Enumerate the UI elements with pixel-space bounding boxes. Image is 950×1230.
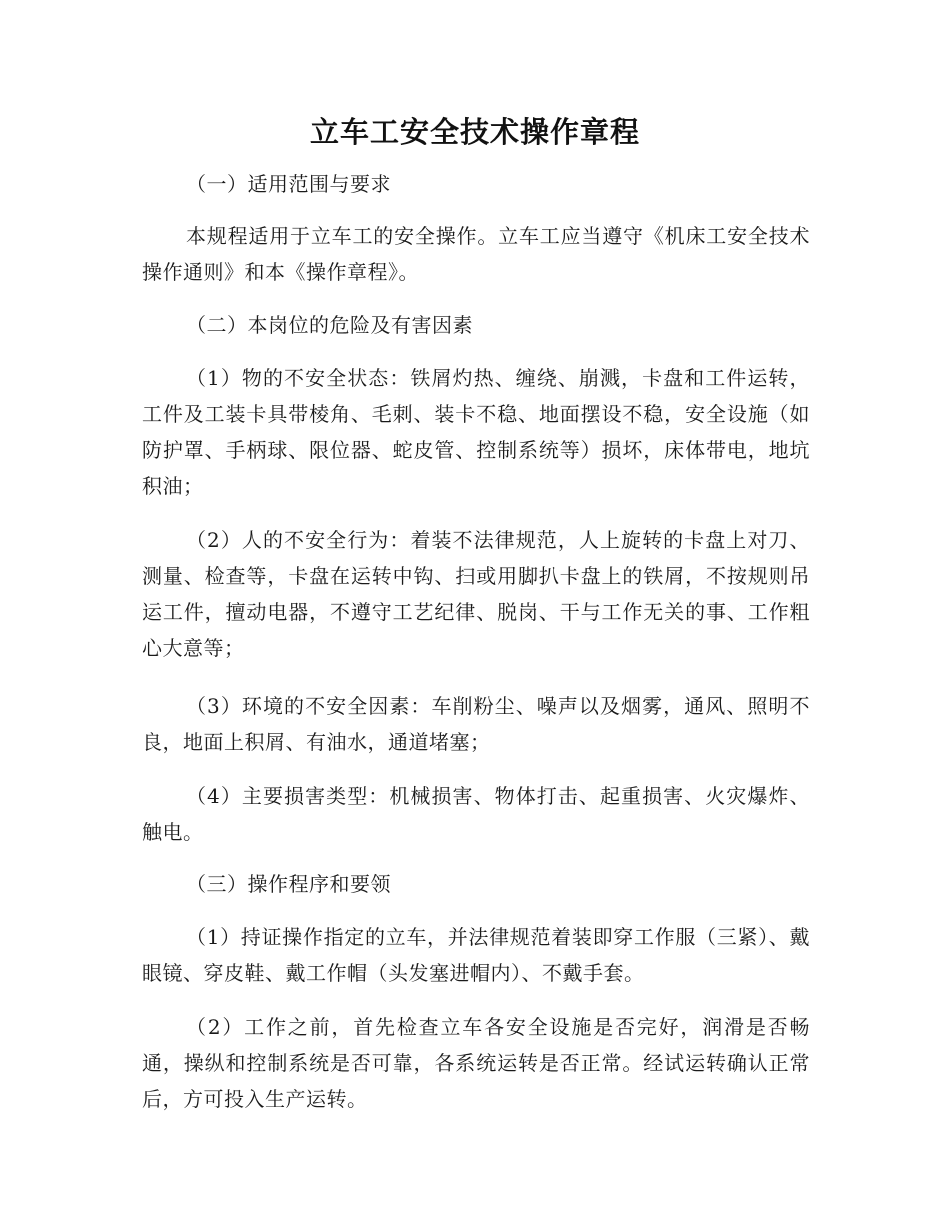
section-heading-procedure: （三）操作程序和要领 bbox=[186, 872, 391, 896]
paragraph-procedure-2: （2）工作之前，首先检查立车各安全设施是否完好，润滑是否畅通，操纵和控制系统是否可靠，各系统运转是否正常。经试运转确认正常后，方可投入生产运转。 bbox=[142, 1015, 810, 1111]
paragraph-unsafe-state: （1）物的不安全状态：铁屑灼热、缠绕、崩溅，卡盘和工件运转，工件及工装卡具带棱角、毛刺、装卡不稳、地面摆设不稳，安全设施（如防护罩、手柄球、限位器、蛇皮管、控制系统等）损坏，床体带电，地坑积油； bbox=[142, 366, 810, 498]
paragraph-unsafe-behavior: （2）人的不安全行为：着装不法律规范，人上旋转的卡盘上对刀、测量、检查等，卡盘在运转中钩、扫或用脚扒卡盘上的铁屑，不按规则吊运工件，擅动电器，不遵守工艺纪律、脱岗、干与工作无关的事、工作粗心大意等； bbox=[142, 528, 810, 660]
section-heading-hazards: （二）本岗位的危险及有害因素 bbox=[186, 313, 473, 337]
paragraph-environment: （3）环境的不安全因素：车削粉尘、噪声以及烟雾，通风、照明不良，地面上积屑、有油水，通道堵塞； bbox=[142, 694, 810, 754]
document-title: 立车工安全技术操作章程 bbox=[309, 115, 640, 149]
section-heading-scope: （一）适用范围与要求 bbox=[186, 172, 391, 196]
paragraph-scope: 本规程适用于立车工的安全操作。立车工应当遵守《机床工安全技术操作通则》和本《操作章程》。 bbox=[142, 224, 810, 284]
paragraph-injury-types: （4）主要损害类型：机械损害、物体打击、起重损害、火灾爆炸、触电。 bbox=[142, 784, 810, 844]
paragraph-procedure-1: （1）持证操作指定的立车，并法律规范着装即穿工作服（三紧）、戴眼镜、穿皮鞋、戴工作帽（头发塞进帽内）、不戴手套。 bbox=[142, 925, 810, 985]
